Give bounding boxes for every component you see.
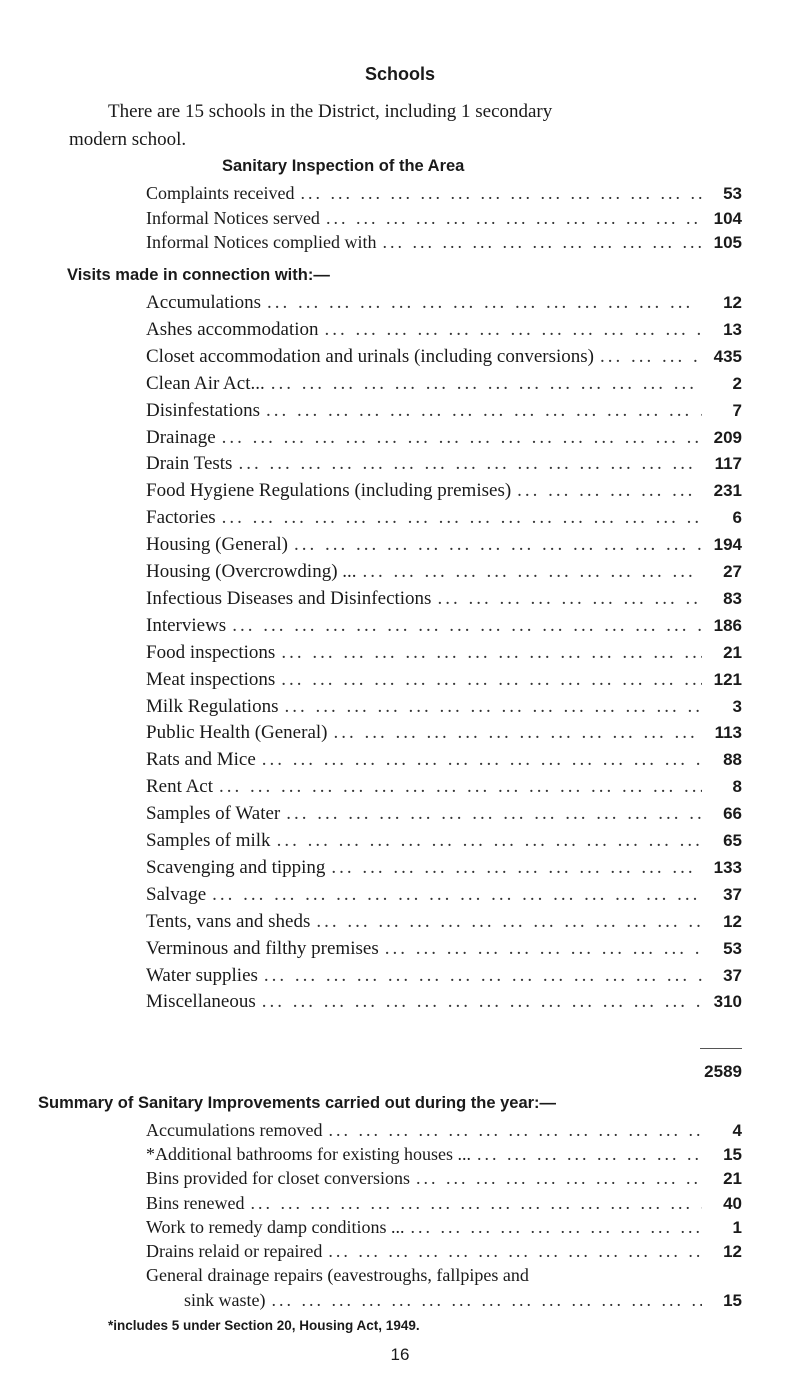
sanitary-label: Complaints received — [146, 183, 295, 203]
visits-value: 3 — [732, 696, 742, 716]
visits-value: 121 — [713, 669, 742, 689]
visits-label: Food inspections — [146, 641, 276, 663]
visits-label: Clean Air Act... — [146, 372, 265, 394]
visits-label: Rats and Mice — [146, 749, 256, 771]
visits-row — [146, 561, 742, 591]
leader-dots — [322, 1241, 702, 1262]
leader-dots — [379, 938, 702, 960]
summary-value: 1 — [732, 1217, 742, 1237]
visits-row — [146, 453, 742, 483]
visits-row — [146, 346, 742, 376]
visits-row — [146, 615, 742, 645]
visits-row — [146, 669, 742, 699]
visits-value: 88 — [723, 750, 742, 770]
summary-row — [146, 1144, 742, 1168]
visits-label: Closet accommodation and urinals (including conversions) — [146, 345, 594, 367]
visits-label: Meat inspections — [146, 668, 276, 690]
visits-label: Ashes accommodation — [146, 318, 319, 340]
leader-dots — [258, 965, 702, 987]
visits-label: Samples of milk — [146, 830, 271, 851]
leader-dots — [206, 884, 702, 906]
summary-value: 15 — [723, 1145, 742, 1165]
visits-row — [146, 292, 742, 322]
visits-label: Miscellaneous — [146, 991, 256, 1013]
leader-dots — [216, 507, 702, 529]
visits-label: Water supplies — [146, 964, 258, 986]
visits-value: 209 — [713, 427, 742, 447]
visits-label: Public Health (General) — [146, 722, 328, 744]
summary-value: 21 — [723, 1169, 742, 1189]
summary-label: Bins renewed — [146, 1192, 245, 1213]
leader-dots — [594, 346, 702, 368]
visits-value: 65 — [723, 831, 742, 850]
footnote: *includes 5 under Section 20, Housing Act, 1949. — [108, 1318, 420, 1333]
leader-dots — [280, 803, 702, 825]
summary-label: *Additional bathrooms for existing houses ... — [146, 1144, 471, 1165]
visits-row — [146, 884, 742, 914]
page-title: Schools — [364, 64, 435, 84]
visits-row — [146, 803, 742, 833]
visits-label: Interviews — [146, 614, 227, 636]
visits-row — [146, 857, 742, 887]
leader-dots — [256, 991, 702, 1013]
visits-row — [146, 776, 742, 806]
summary-label: Work to remedy damp conditions ... — [146, 1216, 405, 1237]
visits-row — [146, 480, 742, 510]
summary-value: 40 — [723, 1193, 742, 1213]
leader-dots — [357, 561, 702, 583]
leader-dots — [319, 319, 702, 341]
leader-dots — [244, 1193, 702, 1214]
leader-dots — [213, 776, 702, 798]
visits-total: 2589 — [704, 1062, 742, 1081]
visits-label: Drainage — [146, 426, 216, 448]
leader-dots — [261, 292, 702, 314]
visits-label: Food Hygiene Regulations (including premises) — [146, 480, 512, 502]
visits-value: 13 — [723, 319, 742, 339]
visits-row — [146, 911, 742, 941]
summary-row — [146, 1168, 742, 1192]
visits-label: Salvage — [146, 883, 207, 905]
visits-value: 12 — [723, 293, 742, 312]
visits-value: 53 — [723, 938, 742, 958]
leader-dots — [232, 453, 702, 475]
visits-row — [146, 965, 742, 995]
visits-label: Drain Tests — [146, 453, 233, 475]
visits-row — [146, 696, 742, 726]
summary-row — [146, 1193, 742, 1217]
visits-row — [146, 722, 742, 752]
summary-value: 4 — [732, 1121, 742, 1140]
visits-label: Verminous and filthy premises — [146, 937, 379, 959]
visits-label: Samples of Water — [146, 803, 281, 825]
sanitary-row — [146, 232, 742, 256]
visits-label: Tents, vans and sheds — [146, 910, 311, 932]
sanitary-heading: Sanitary Inspection of the Area — [222, 157, 465, 175]
summary-row — [146, 1120, 742, 1144]
leader-dots — [278, 696, 702, 718]
visits-value: 2 — [732, 373, 742, 393]
visits-label: Housing (Overcrowding) ... — [146, 561, 357, 582]
summary-last-row — [184, 1290, 742, 1314]
visits-value: 83 — [723, 588, 742, 608]
summary-last-value: 15 — [723, 1291, 742, 1310]
leader-dots — [275, 642, 702, 664]
leader-dots — [310, 911, 702, 933]
leader-dots — [327, 722, 702, 744]
summary-label: Drains relaid or repaired — [146, 1241, 323, 1261]
summary-row — [146, 1241, 742, 1265]
visits-row — [146, 588, 742, 618]
leader-dots — [322, 1120, 702, 1141]
visits-value: 133 — [713, 857, 742, 877]
visits-value: 8 — [732, 777, 742, 797]
visits-value: 12 — [723, 911, 742, 931]
leader-dots — [325, 857, 702, 879]
intro-line-2: modern school. — [69, 129, 187, 150]
summary-heading: Summary of Sanitary Improvements carried out during the year:— — [38, 1094, 557, 1112]
page-number: 16 — [390, 1345, 410, 1364]
sanitary-value: 104 — [713, 208, 742, 228]
total-rule — [700, 1048, 742, 1049]
leader-dots — [511, 480, 702, 502]
leader-dots — [288, 534, 702, 556]
visits-value: 231 — [713, 481, 742, 501]
sanitary-value: 53 — [723, 184, 742, 203]
leader-dots — [265, 373, 702, 395]
leader-dots — [376, 232, 702, 253]
visits-row — [146, 830, 742, 860]
summary-label: Accumulations removed — [146, 1120, 323, 1140]
leader-dots — [471, 1144, 702, 1165]
sanitary-value: 105 — [713, 233, 742, 252]
visits-row — [146, 534, 742, 564]
visits-value: 6 — [732, 508, 742, 528]
visits-row — [146, 938, 742, 968]
intro-paragraph — [69, 98, 748, 154]
leader-dots — [275, 669, 702, 691]
leader-dots — [260, 400, 702, 422]
visits-label: Scavenging and tipping — [146, 856, 326, 878]
leader-dots — [405, 1217, 702, 1238]
visits-label: Housing (General) — [146, 534, 288, 556]
sanitary-row — [146, 183, 742, 207]
visits-label: Infectious Diseases and Disinfections — [146, 587, 432, 609]
visits-value: 37 — [723, 884, 742, 904]
visits-value: 37 — [723, 965, 742, 985]
visits-value: 194 — [713, 535, 742, 555]
summary-last-label: sink waste) — [184, 1290, 266, 1310]
visits-value: 310 — [713, 992, 742, 1012]
leader-dots — [216, 427, 702, 449]
visits-value: 435 — [713, 346, 742, 366]
visits-row — [146, 749, 742, 779]
leader-dots — [410, 1168, 702, 1189]
visits-label: Accumulations — [146, 292, 262, 313]
visits-row — [146, 642, 742, 672]
visits-value: 7 — [732, 400, 742, 420]
leader-dots — [265, 1290, 702, 1311]
visits-heading: Visits made in connection with:— — [67, 266, 330, 284]
intro-line-1: There are 15 schools in the District, including 1 secondary — [108, 101, 553, 122]
sanitary-label: Informal Notices served — [146, 207, 320, 228]
visits-row — [146, 427, 742, 457]
leader-dots — [320, 208, 702, 229]
leader-dots — [294, 183, 702, 204]
sanitary-row — [146, 208, 742, 232]
summary-value: 12 — [723, 1242, 742, 1261]
leader-dots — [271, 830, 702, 852]
visits-row — [146, 507, 742, 537]
visits-row — [146, 373, 742, 403]
visits-label: Factories — [146, 507, 216, 529]
leader-dots — [256, 749, 702, 771]
visits-value: 66 — [723, 804, 742, 824]
visits-value: 21 — [723, 642, 742, 662]
visits-value: 27 — [723, 562, 742, 581]
sanitary-label: Informal Notices complied with — [146, 232, 377, 252]
visits-value: 113 — [714, 723, 742, 743]
visits-value: 117 — [714, 454, 742, 474]
visits-row — [146, 991, 742, 1021]
leader-dots — [431, 588, 702, 610]
leader-dots — [226, 615, 702, 637]
visits-label: Rent Act — [146, 776, 214, 798]
summary-last-line-1: General drainage repairs (eavestroughs, fallpipes and — [146, 1265, 529, 1285]
summary-row — [146, 1217, 742, 1241]
visits-label: Milk Regulations — [146, 695, 279, 717]
visits-row — [146, 400, 742, 430]
visits-value: 186 — [713, 615, 742, 635]
visits-row — [146, 319, 742, 349]
visits-label: Disinfestations — [146, 399, 260, 421]
summary-label: Bins provided for closet conversions — [146, 1168, 410, 1189]
